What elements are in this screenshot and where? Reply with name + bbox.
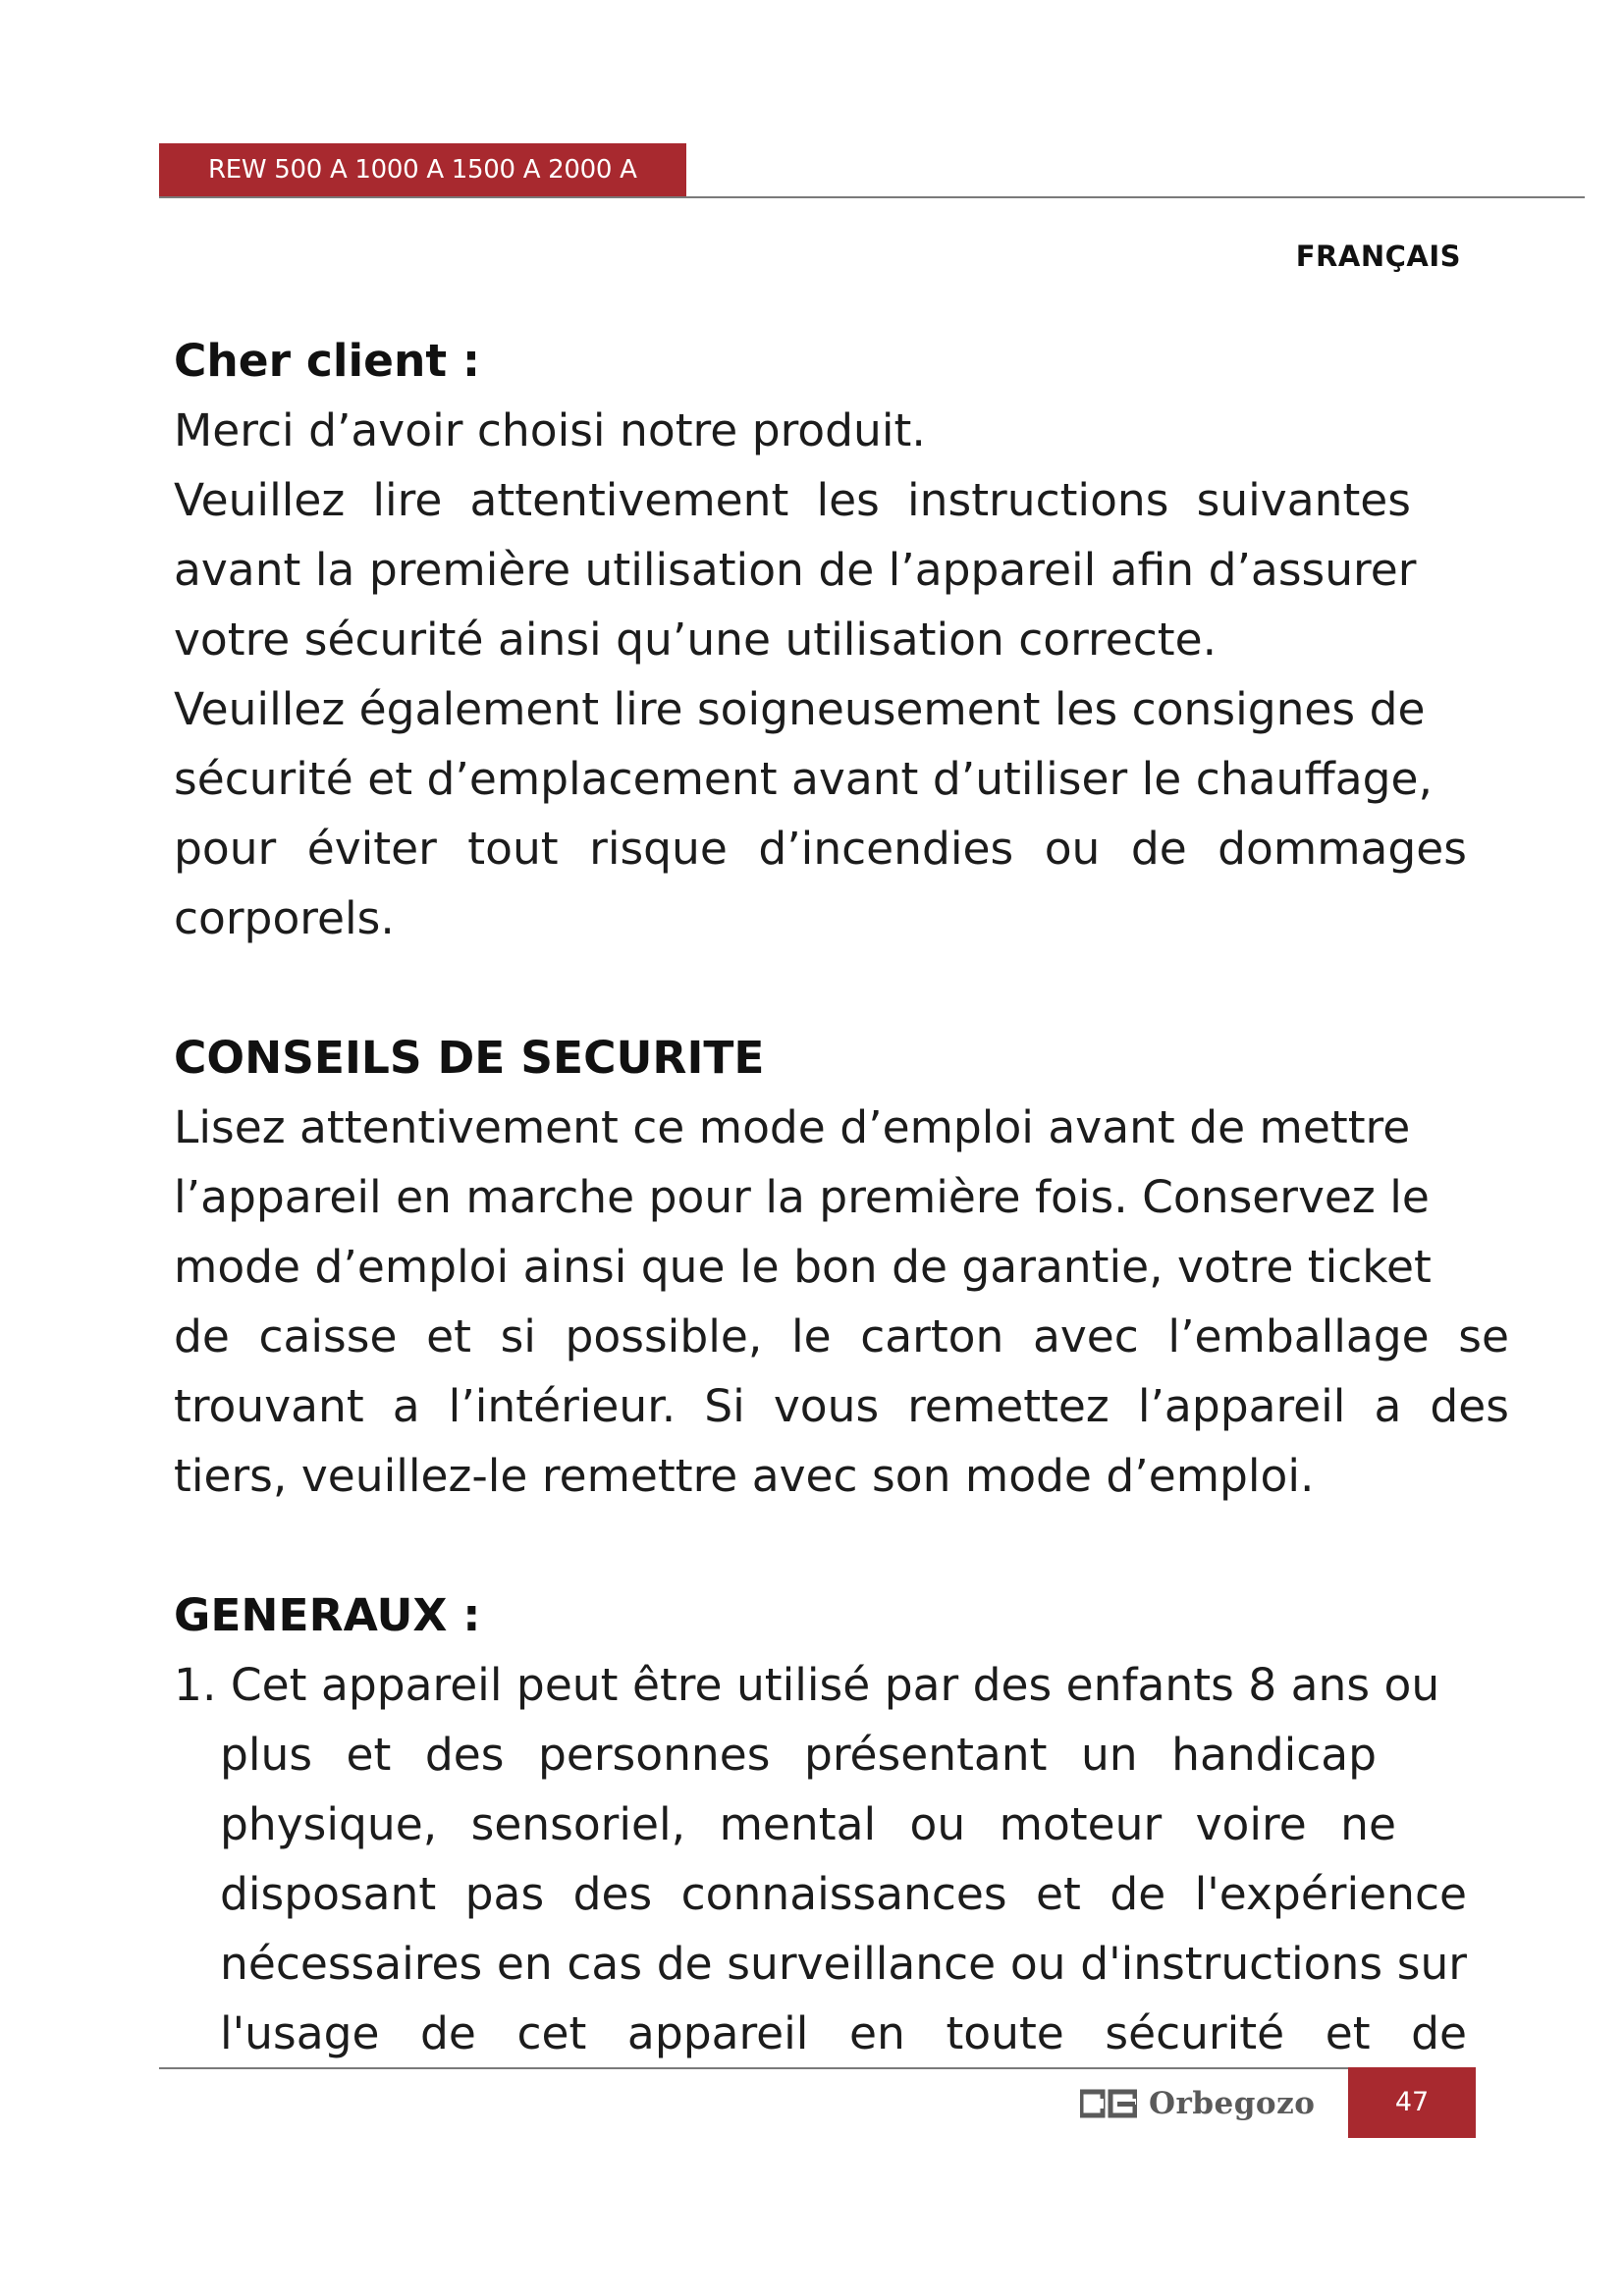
list-item-text: Cet appareil peut être utilisé par des enfants 8 ans ou	[230, 1659, 1440, 1711]
header-divider	[159, 196, 1585, 198]
section-spacer	[174, 953, 1509, 1023]
safety-line: Lisez attentivement ce mode d’emploi avant de mettre	[174, 1101, 1411, 1153]
intro-heading: Cher client :	[174, 335, 481, 387]
intro-line: sécurité et d’emplacement avant d’utiliser le chauffage,	[174, 753, 1433, 805]
page-number: 47	[1348, 2067, 1476, 2138]
safety-line: trouvant a l’intérieur. Si vous remettez l’appareil a des	[174, 1380, 1509, 1432]
list-item-line: disposant pas des connaissances et de l'expérience	[220, 1868, 1467, 1920]
page-content	[174, 326, 1509, 2068]
intro-line: Merci d’avoir choisi notre produit.	[174, 404, 926, 456]
list-item-line: plus et des personnes présentant un handicap	[220, 1729, 1377, 1781]
brand-name: Orbegozo	[1149, 2086, 1316, 2121]
safety-line: l’appareil en marche pour la première fois. Conservez le	[174, 1171, 1430, 1223]
safety-line: de caisse et si possible, le carton avec l’emballage se	[174, 1310, 1509, 1362]
list-item-number: 1.	[174, 1659, 217, 1711]
intro-line: Veuillez lire attentivement les instructions suivantes	[174, 474, 1411, 526]
section-spacer	[174, 1511, 1509, 1580]
list-item-line: physique, sensoriel, mental ou moteur voire ne	[220, 1798, 1396, 1850]
intro-line: avant la première utilisation de l’appareil afin d’assurer	[174, 544, 1417, 596]
safety-line: tiers, veuillez-le remettre avec son mode d’emploi.	[174, 1450, 1315, 1502]
safety-heading: CONSEILS DE SECURITE	[174, 1032, 765, 1084]
general-heading: GENERAUX :	[174, 1589, 481, 1641]
intro-line: corporels.	[174, 892, 395, 944]
intro-line: votre sécurité ainsi qu’une utilisation correcte.	[174, 614, 1218, 666]
language-label: FRANÇAIS	[1295, 240, 1461, 273]
list-item-line: nécessaires en cas de surveillance ou d'instructions sur	[220, 1938, 1467, 1990]
intro-line: Veuillez également lire soigneusement les consignes de	[174, 683, 1426, 735]
list-item	[174, 1650, 1509, 1720]
safety-line: mode d’emploi ainsi que le bon de garantie, votre ticket	[174, 1241, 1432, 1293]
list-item-continuation	[174, 1720, 1509, 2068]
footer-divider	[159, 2067, 1475, 2069]
model-label: REW 500 A 1000 A 1500 A 2000 A	[159, 143, 686, 196]
list-item-line: l'usage de cet appareil en toute sécurité et de	[220, 2007, 1467, 2059]
brand-logo	[1080, 2077, 1329, 2130]
orbegozo-logo-mark-icon	[1080, 2089, 1137, 2118]
intro-line: pour éviter tout risque d’incendies ou de dommages	[174, 823, 1467, 875]
